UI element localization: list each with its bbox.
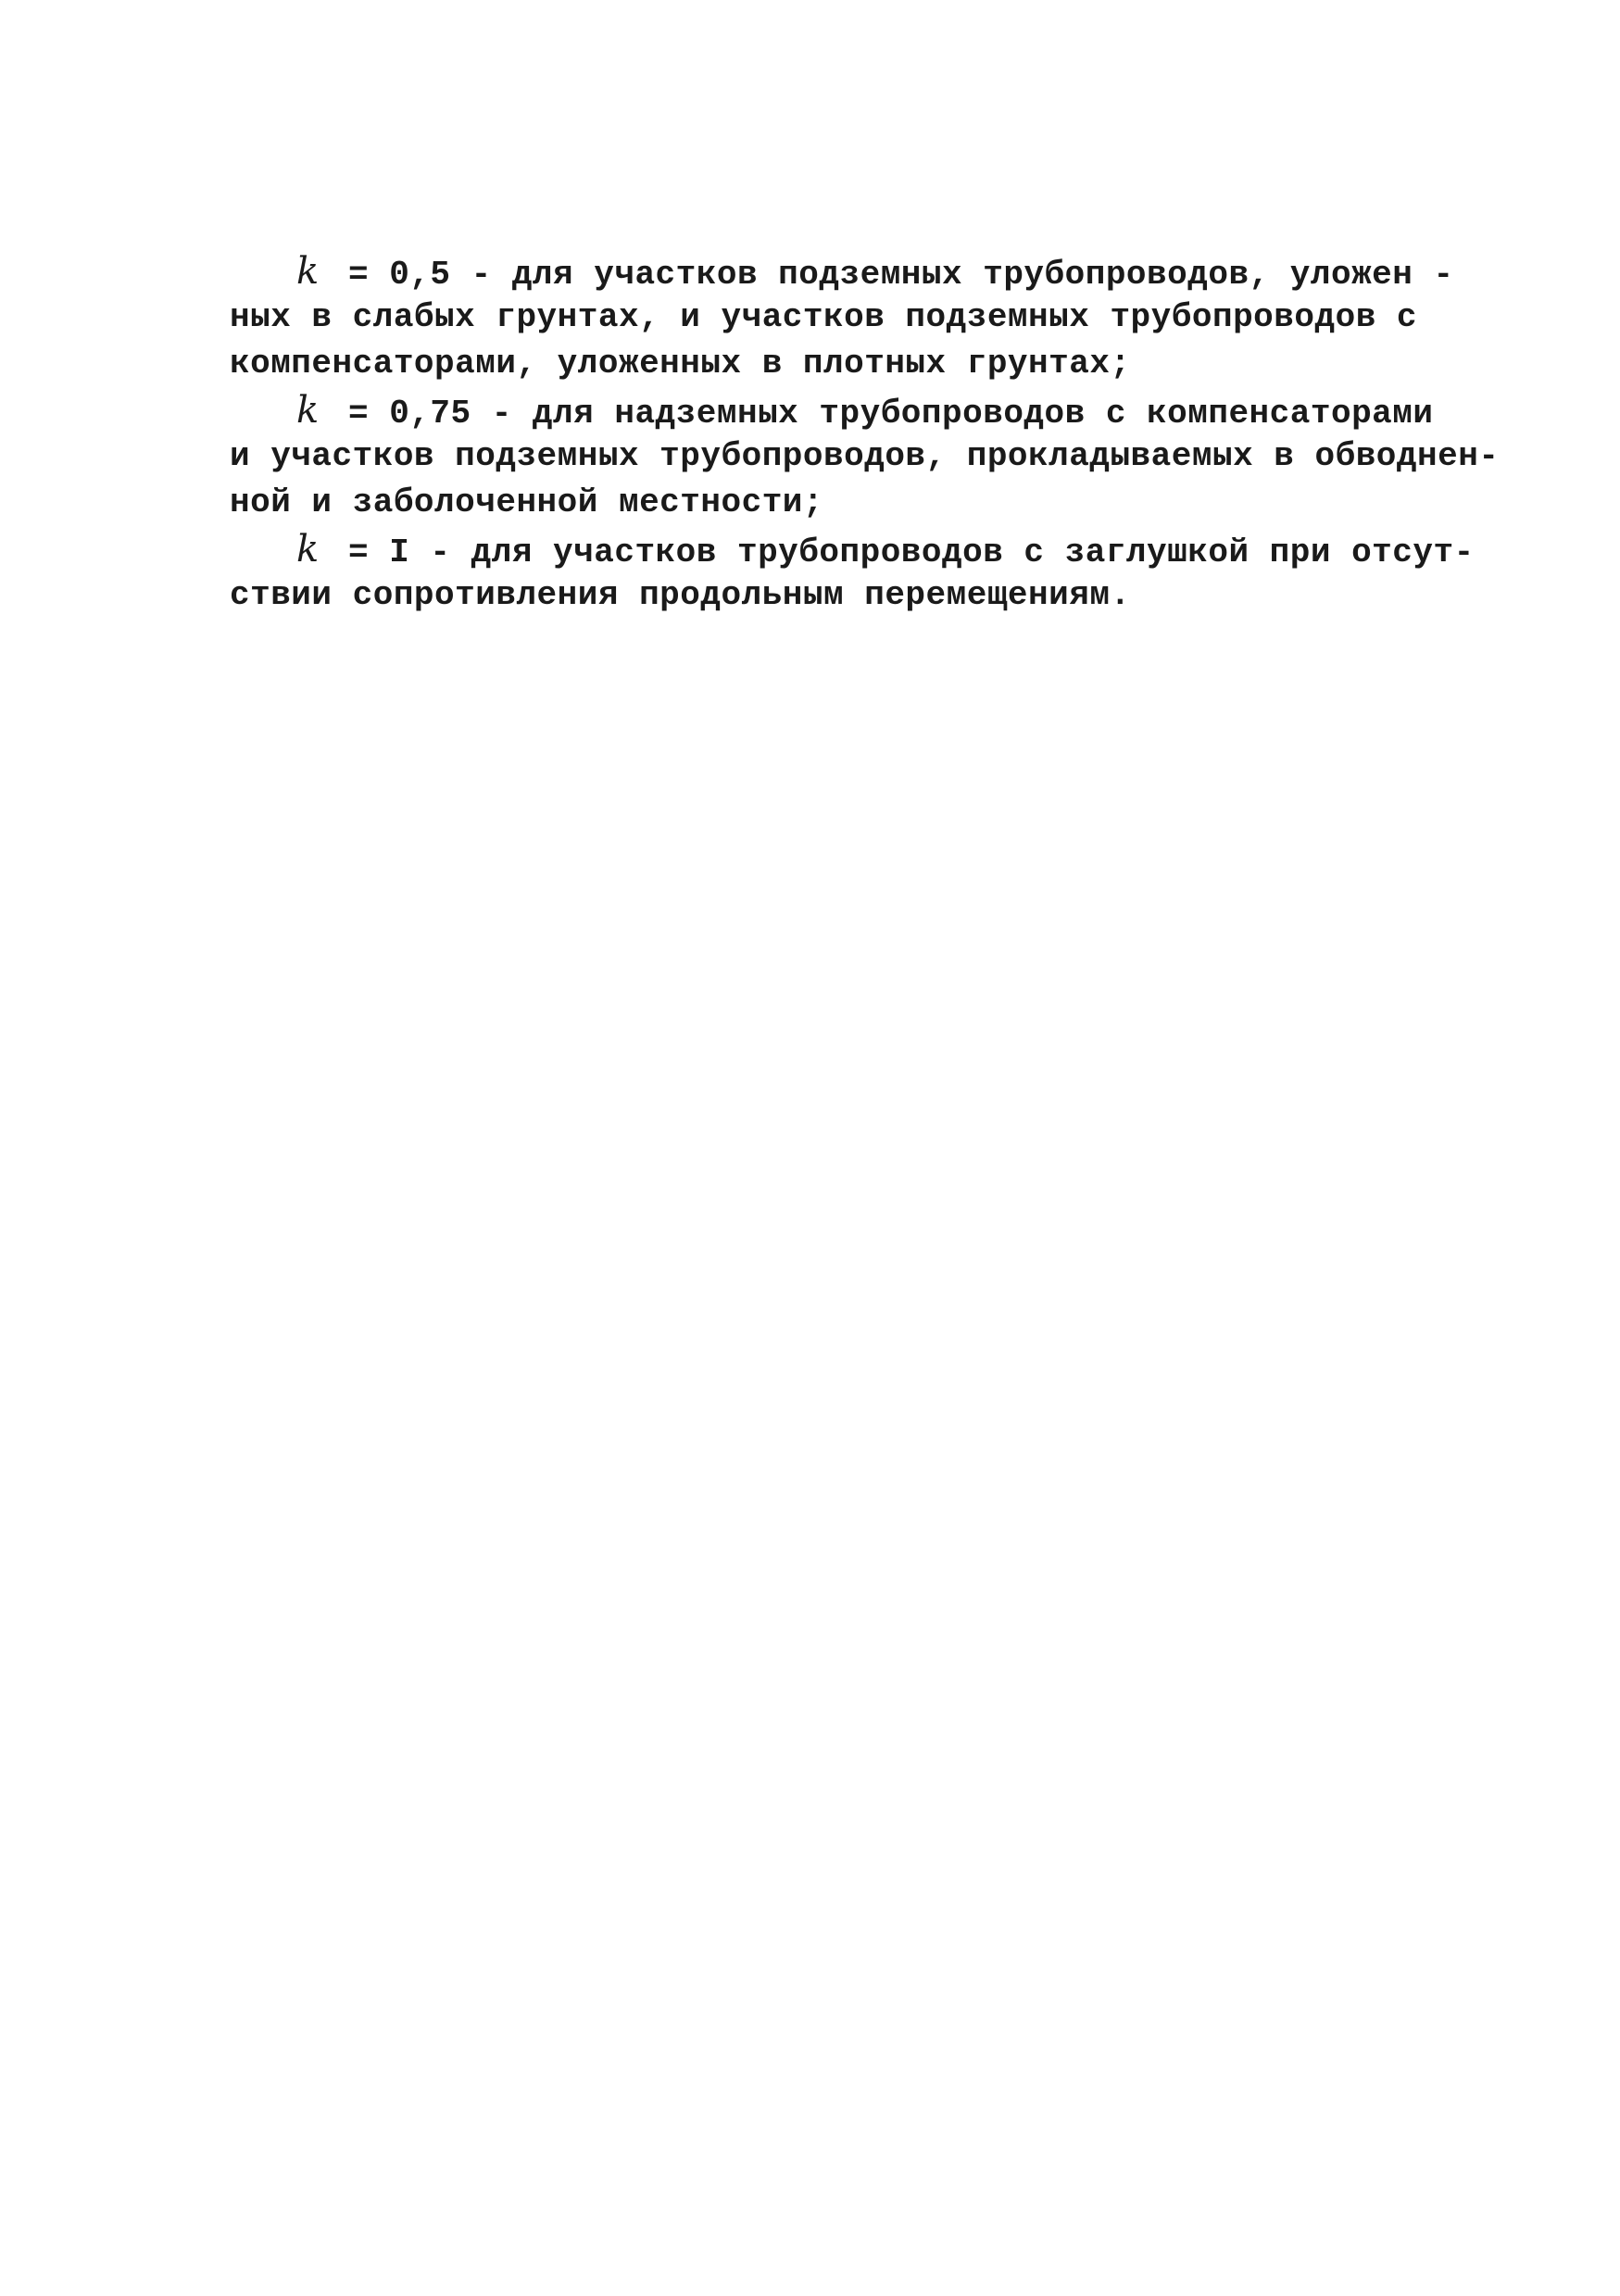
paragraph-1-line-3: компенсаторами, уложенных в плотных грунтах; <box>230 345 1131 383</box>
paragraph-3-first-line <box>230 526 1475 572</box>
paragraph-2-line-2: и участков подземных трубопроводов, прокладываемых в обводнен- <box>230 437 1500 475</box>
coefficient-k-symbol: k <box>296 528 320 571</box>
paragraph-1-line-2: ных в слабых грунтах, и участков подземных трубопроводов с <box>230 298 1418 336</box>
coefficient-k-symbol: k <box>296 389 320 432</box>
paragraph-3-text: = I - для участков трубопроводов с заглушкой при отсут- <box>348 533 1475 571</box>
paragraph-2-first-line <box>230 387 1434 433</box>
coefficient-list <box>230 248 1500 619</box>
coefficient-k-symbol: k <box>296 250 320 293</box>
paragraph-2-line-3: ной и заболоченной местности; <box>230 483 824 521</box>
paragraph-1-text: = 0,5 - для участков подземных трубопроводов, уложен - <box>348 256 1454 294</box>
paragraph-1-first-line <box>230 248 1454 295</box>
paragraph-3-line-2: ствии сопротивления продольным перемещениям. <box>230 576 1131 614</box>
paragraph-2-text: = 0,75 - для надземных трубопроводов с компенсаторами <box>348 395 1434 433</box>
